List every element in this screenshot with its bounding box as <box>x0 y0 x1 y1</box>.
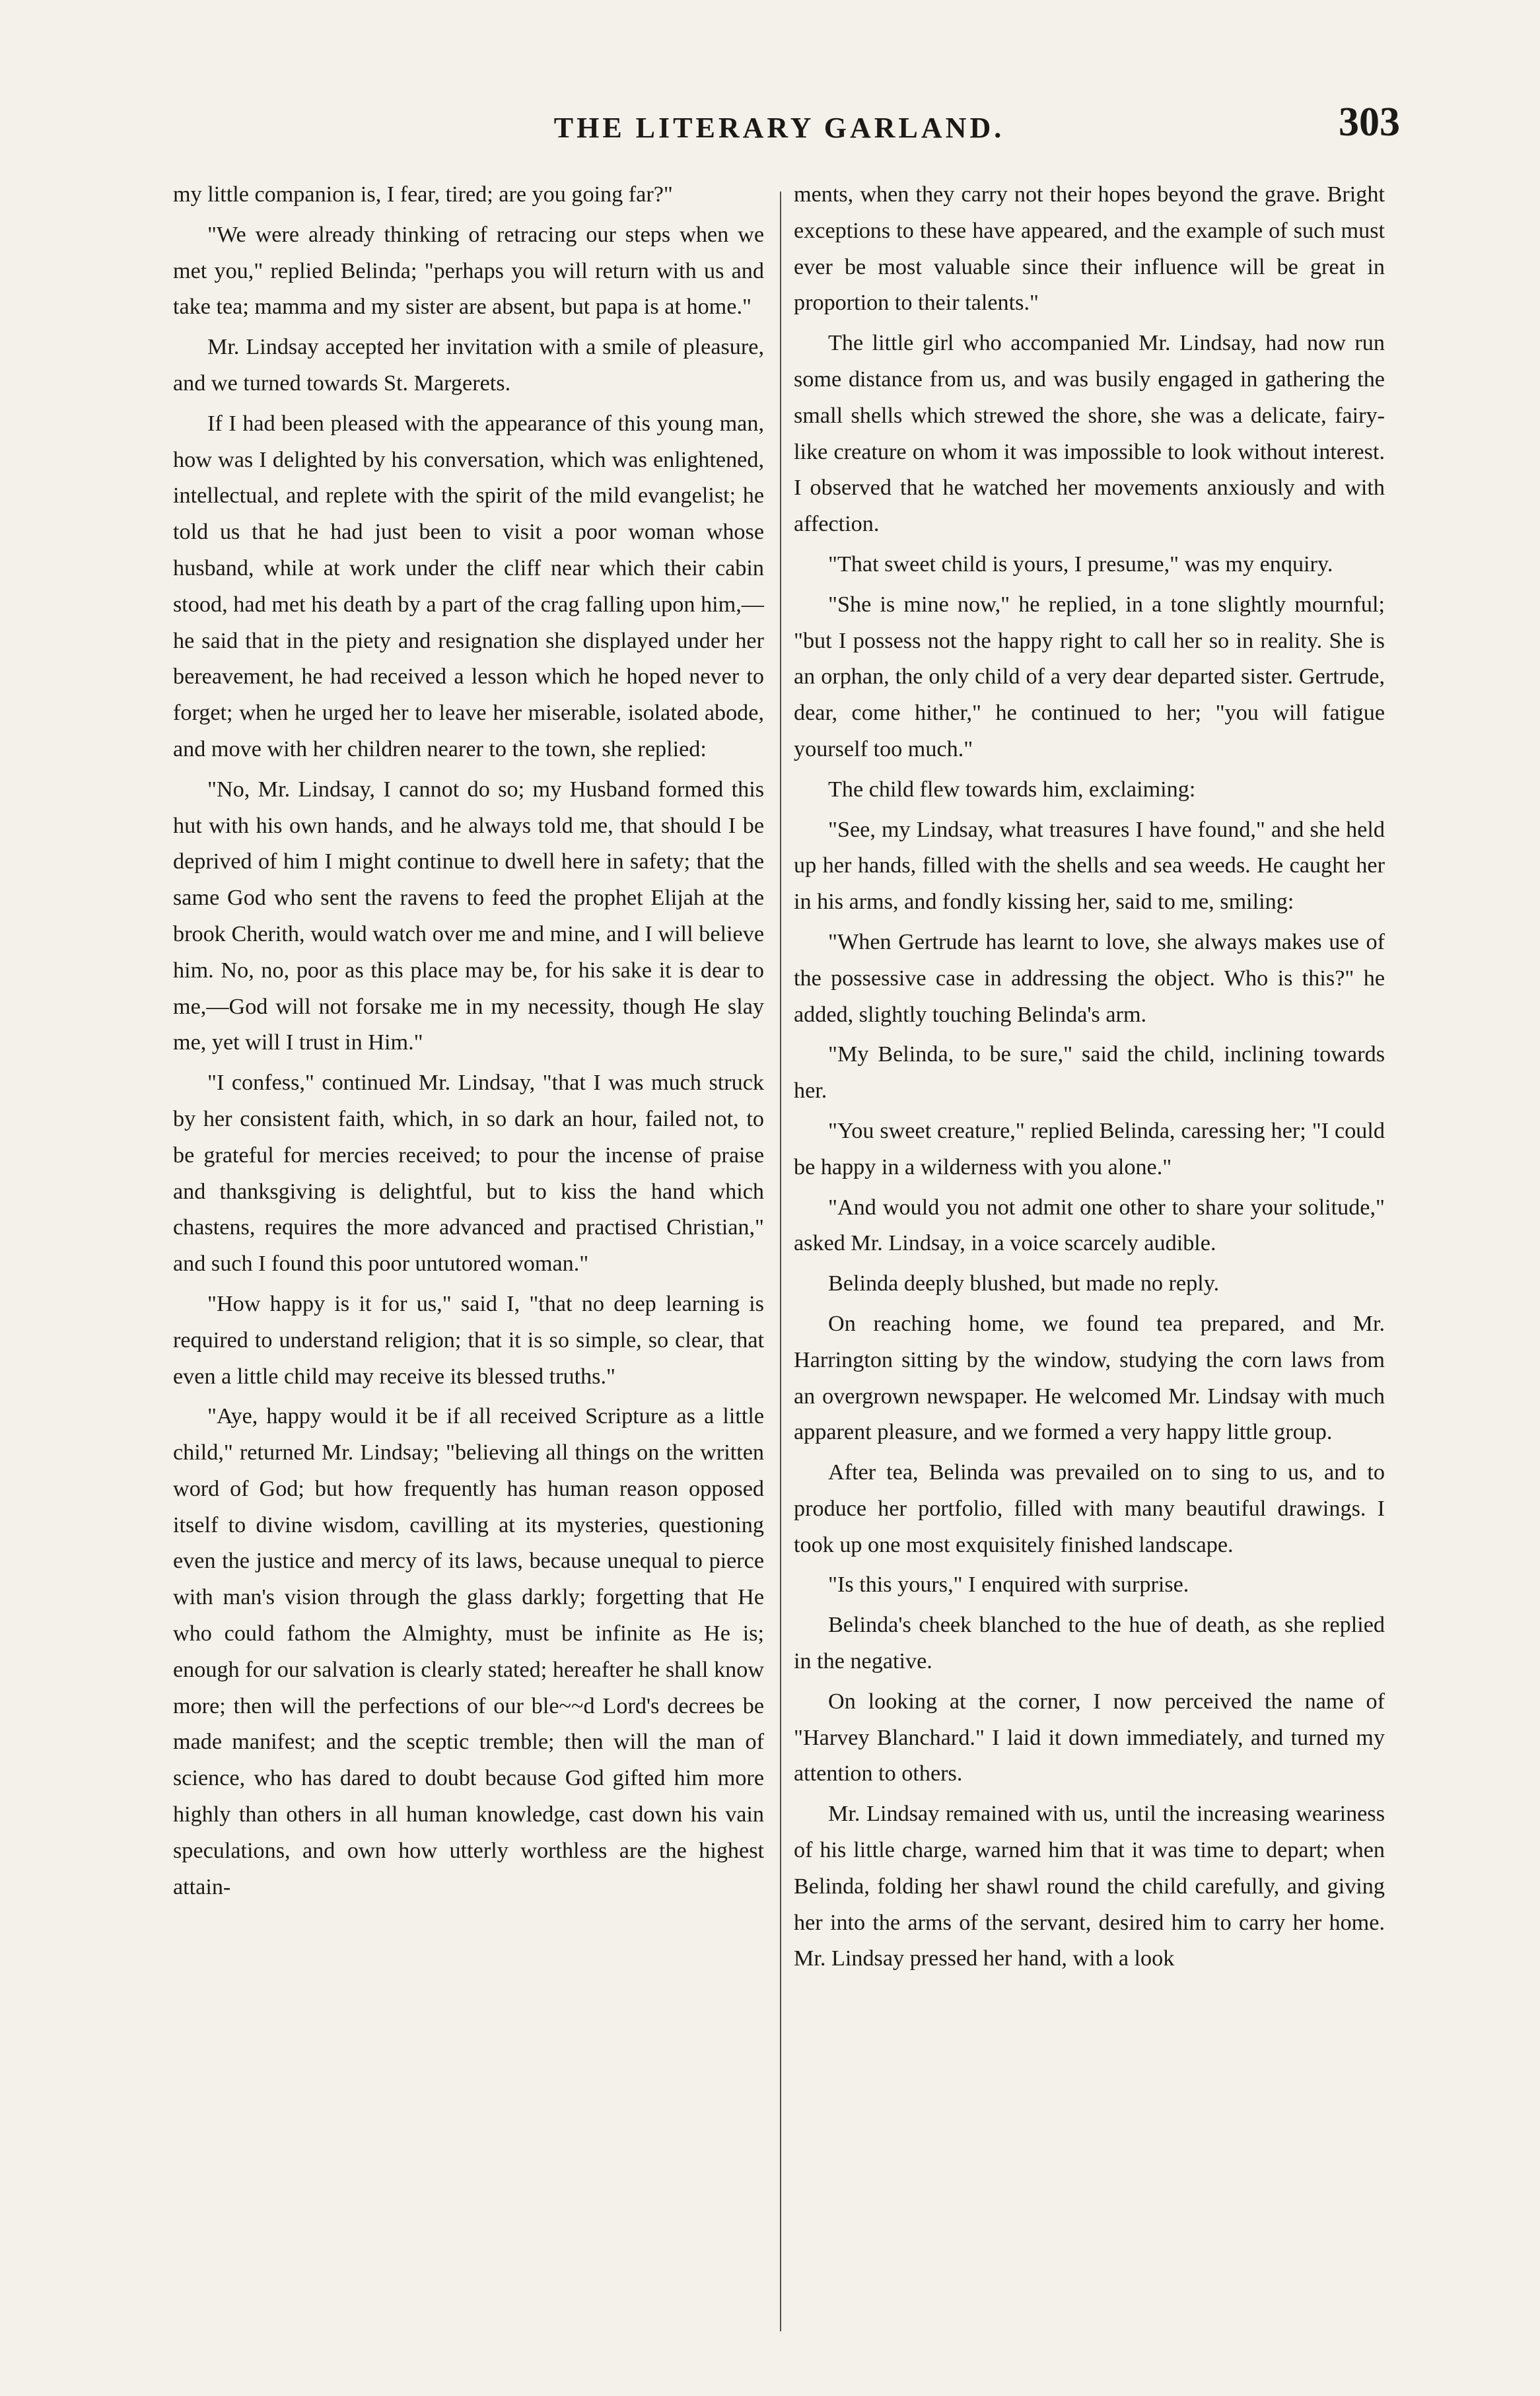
paragraph: "You sweet creature," replied Belinda, caressing her; "I could be happy in a wilderness with you alone." <box>794 1118 1385 1180</box>
column-divider <box>780 192 781 2331</box>
paragraph: "How happy is it for us," said I, "that no deep learning is required to understand religion; that it is so simple, so clear, that even a little child may receive its blessed truths." <box>173 1291 764 1389</box>
page-number: 303 <box>1339 100 1400 145</box>
paragraph: Belinda deeply blushed, but made no reply. <box>828 1271 1220 1296</box>
paragraph: On looking at the corner, I now perceived the name of "Harvey Blanchard." I laid it down immediately, and turned my attention to others. <box>794 1689 1385 1786</box>
paragraph: The child flew towards him, exclaiming: <box>828 777 1196 802</box>
paragraph: If I had been pleased with the appearance of this young man, how was I delighted by his conversation, which was enlightened, intellectual, and replete with the spirit of the mild evangelist; he told us that he had just been to visit a poor woman whose husband, while at work under the cliff near which their cabin stood, had met his death by a part of the crag falling upon him,—he said that in the piety and resignation she displayed under her bereavement, he had received a lesson which he hoped never to forget; when he urged her to leave her miserable, isolated abode, and move with her children nearer to the town, she replied: <box>173 411 764 761</box>
paragraph: my little companion is, I fear, tired; are you going far?" <box>173 182 673 207</box>
paragraph: "See, my Lindsay, what treasures I have found," and she held up her hands, filled with the shells and sea weeds. He caught her in his arms, and fondly kissing her, said to me, smiling: <box>794 817 1385 915</box>
paragraph: "Aye, happy would it be if all received Scripture as a little child," returned Mr. Lindsay; "believing all things on the written word of God; but how frequently has human reason opposed itself to divine wisdom, cavilling at its mysteries, questioning even the justice and mercy of its laws, because unequal to pierce with man's vision through the glass darkly; forgetting that He who could fathom the Almighty, must be infinite as He is; enough for our salvation is clearly stated; hereafter he shall know more; then will the perfections of our ble~~d Lord's decrees be made manifest; and the sceptic tremble; then will the man of science, who has dared to doubt because God gifted him more highly than others in all human knowledge, cast down his vain speculations, and own how utterly worthless are the highest attain- <box>173 1404 764 1899</box>
page-header <box>158 99 1400 159</box>
paragraph: "I confess," continued Mr. Lindsay, "that I was much struck by her consistent faith, which, in so dark an hour, failed not, to be grateful for mercies received; to pour the incense of praise and thanksgiving is delightful, but to kiss the hand which chastens, requires the more advanced and practised Christian," and such I found this poor untutored woman." <box>173 1071 764 1277</box>
right-column <box>794 177 1385 2356</box>
paragraph: "When Gertrude has learnt to love, she always makes use of the possessive case in addressing the object. Who is this?" he added, slightly touching Belinda's arm. <box>794 929 1385 1027</box>
paragraph: "And would you not admit one other to share your solitude," asked Mr. Lindsay, in a voice scarcely audible. <box>794 1195 1385 1256</box>
paragraph: Belinda's cheek blanched to the hue of death, as she replied in the negative. <box>794 1613 1385 1674</box>
paragraph: "She is mine now," he replied, in a tone slightly mournful; "but I possess not the happy right to call her so in reality. She is an orphan, the only child of a very dear departed sister. Gertrude, dear, come hither," he continued to her; "you will fatigue yourself too much." <box>794 592 1385 761</box>
paragraph: "Is this yours," I enquired with surprise. <box>828 1572 1189 1598</box>
left-column <box>173 177 764 2356</box>
paragraph: Mr. Lindsay accepted her invitation with a smile of pleasure, and we turned towards St. Margerets. <box>173 335 764 396</box>
paragraph: "No, Mr. Lindsay, I cannot do so; my Husband formed this hut with his own hands, and he always told me, that should I be deprived of him I might continue to dwell here in safety; that the same God who sent the ravens to feed the prophet Elijah at the brook Cherith, would watch over me and mine, and I will believe him. No, no, poor as this place may be, for his sake it is dear to me,—God will not forsake me in my necessity, though He slay me, yet will I trust in Him." <box>173 777 764 1055</box>
paragraph: On reaching home, we found tea prepared, and Mr. Harrington sitting by the window, studying the corn laws from an overgrown newspaper. He welcomed Mr. Lindsay with much apparent pleasure, and we formed a very happy little group. <box>794 1311 1385 1445</box>
running-head: THE LITERARY GARLAND. <box>553 112 1005 144</box>
paragraph: ments, when they carry not their hopes beyond the grave. Bright exceptions to these have appeared, and the example of such must ever be most valuable since their influence will be great in proportion to their talents." <box>794 182 1385 316</box>
paragraph: After tea, Belinda was prevailed on to sing to us, and to produce her portfolio, filled with many beautiful drawings. I took up one most exquisitely finished landscape. <box>794 1460 1385 1557</box>
paragraph: "That sweet child is yours, I presume," was my enquiry. <box>828 551 1333 577</box>
paragraph: The little girl who accompanied Mr. Lindsay, had now run some distance from us, and was busily engaged in gathering the small shells which strewed the shore, she was a delicate, fairy-like creature on whom it was impossible to look without interest. I observed that he watched her movements anxiously and with affection. <box>794 331 1385 537</box>
paragraph: "My Belinda, to be sure," said the child, inclining towards her. <box>794 1042 1385 1104</box>
paragraph: Mr. Lindsay remained with us, until the increasing weariness of his little charge, warned him that it was time to depart; when Belinda, folding her shawl round the child carefully, and giving her into the arms of the servant, desired him to carry her home. Mr. Lindsay pressed her hand, with a look <box>794 1802 1385 1971</box>
paragraph: "We were already thinking of retracing our steps when we met you," replied Belinda; "perhaps you will return with us and take tea; mamma and my sister are absent, but papa is at home." <box>173 222 764 320</box>
